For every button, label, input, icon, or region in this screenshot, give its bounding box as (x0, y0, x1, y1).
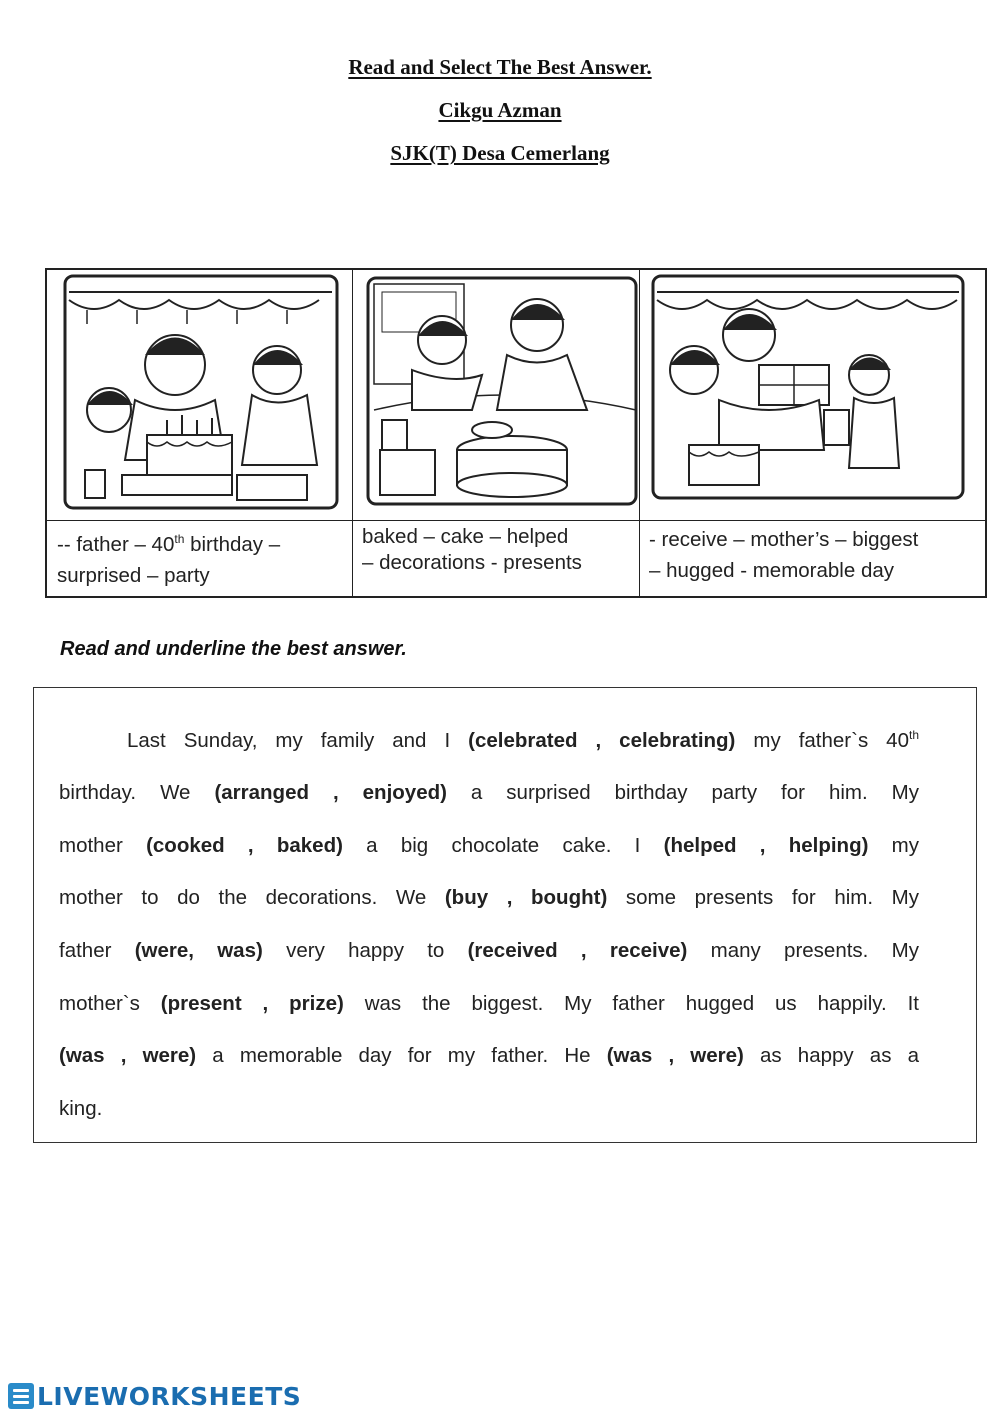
row-divider (47, 520, 985, 521)
passage-text: mother to do the decorations. We (59, 886, 445, 909)
passage-text: some presents for him. My (607, 886, 919, 909)
keywords-text: baked – cake – helped (362, 525, 569, 548)
keywords-text: -- father – 40 (57, 532, 175, 556)
passage-box (33, 687, 977, 1143)
answer-choice[interactable]: (cooked , baked) (146, 834, 343, 857)
answer-choice[interactable]: (helped , helping) (663, 834, 869, 857)
passage-line-5 (59, 939, 919, 963)
passage-text: as happy as a (743, 1044, 920, 1067)
picture-birthday-cake (47, 270, 352, 520)
passage-text: a surprised birthday party for him. My (446, 781, 919, 804)
passage-text: father (59, 939, 135, 962)
logo-text: LIVEWORKSHEETS (37, 1381, 302, 1411)
worksheet-title: Read and Select The Best Answer. (348, 55, 652, 79)
passage-line-8 (59, 1097, 919, 1121)
answer-choice[interactable]: (was , were) (59, 1044, 197, 1067)
passage-text: Last Sunday, my family and I (127, 728, 469, 752)
keywords-text: birthday – (184, 532, 281, 556)
school-name: SJK(T) Desa Cemerlang (390, 141, 610, 165)
superscript: th (174, 532, 185, 546)
answer-choice[interactable]: (celebrated , celebrating) (468, 728, 736, 752)
picture-table (45, 268, 987, 598)
passage-text: very happy to (262, 939, 468, 962)
passage-text: king. (59, 1097, 103, 1120)
passage-text: my (868, 834, 920, 857)
logo-icon (8, 1383, 34, 1409)
keywords-text: surprised – party (57, 563, 210, 587)
picture-presents (639, 270, 985, 520)
passage-line-6 (59, 992, 919, 1016)
keywords-text: – decorations - presents (362, 551, 582, 574)
passage-text: a big chocolate cake. I (342, 834, 664, 857)
passage-text: many presents. My (687, 939, 919, 962)
answer-choice[interactable]: (were, was) (134, 939, 263, 962)
passage-line-7 (59, 1044, 919, 1068)
keywords-picture-3 (639, 522, 985, 598)
answer-choice[interactable]: (buy , bought) (444, 886, 608, 909)
instruction: Read and underline the best answer. (60, 638, 407, 660)
passage-text: was the biggest. My father hugged us happily. It (343, 992, 919, 1015)
superscript: th (908, 728, 919, 742)
passage-line-3 (59, 834, 919, 858)
answer-choice[interactable]: (received , receive) (467, 939, 688, 962)
passage-line-4 (59, 886, 919, 910)
keywords-picture-2 (352, 522, 639, 598)
passage-text: mother`s (59, 992, 161, 1015)
answer-choice[interactable]: (present , prize) (160, 992, 344, 1015)
passage-line-1 (127, 728, 919, 753)
passage-text: birthday. We (59, 781, 215, 804)
answer-choice[interactable]: (was , were) (606, 1044, 744, 1067)
author-name: Cikgu Azman (438, 98, 562, 122)
picture-baking-cake (352, 270, 639, 520)
passage-text: a memorable day for my father. He (196, 1044, 607, 1067)
keywords-text: - receive – mother’s – biggest (649, 528, 919, 551)
answer-choice[interactable]: (arranged , enjoyed) (214, 781, 447, 804)
liveworksheets-logo (8, 1381, 301, 1411)
keywords-text: – hugged - memorable day (649, 559, 895, 582)
passage-text: mother (59, 834, 147, 857)
keywords-picture-1 (47, 522, 352, 598)
passage-line-2 (59, 781, 919, 805)
passage-text: my father`s 40 (735, 728, 909, 752)
